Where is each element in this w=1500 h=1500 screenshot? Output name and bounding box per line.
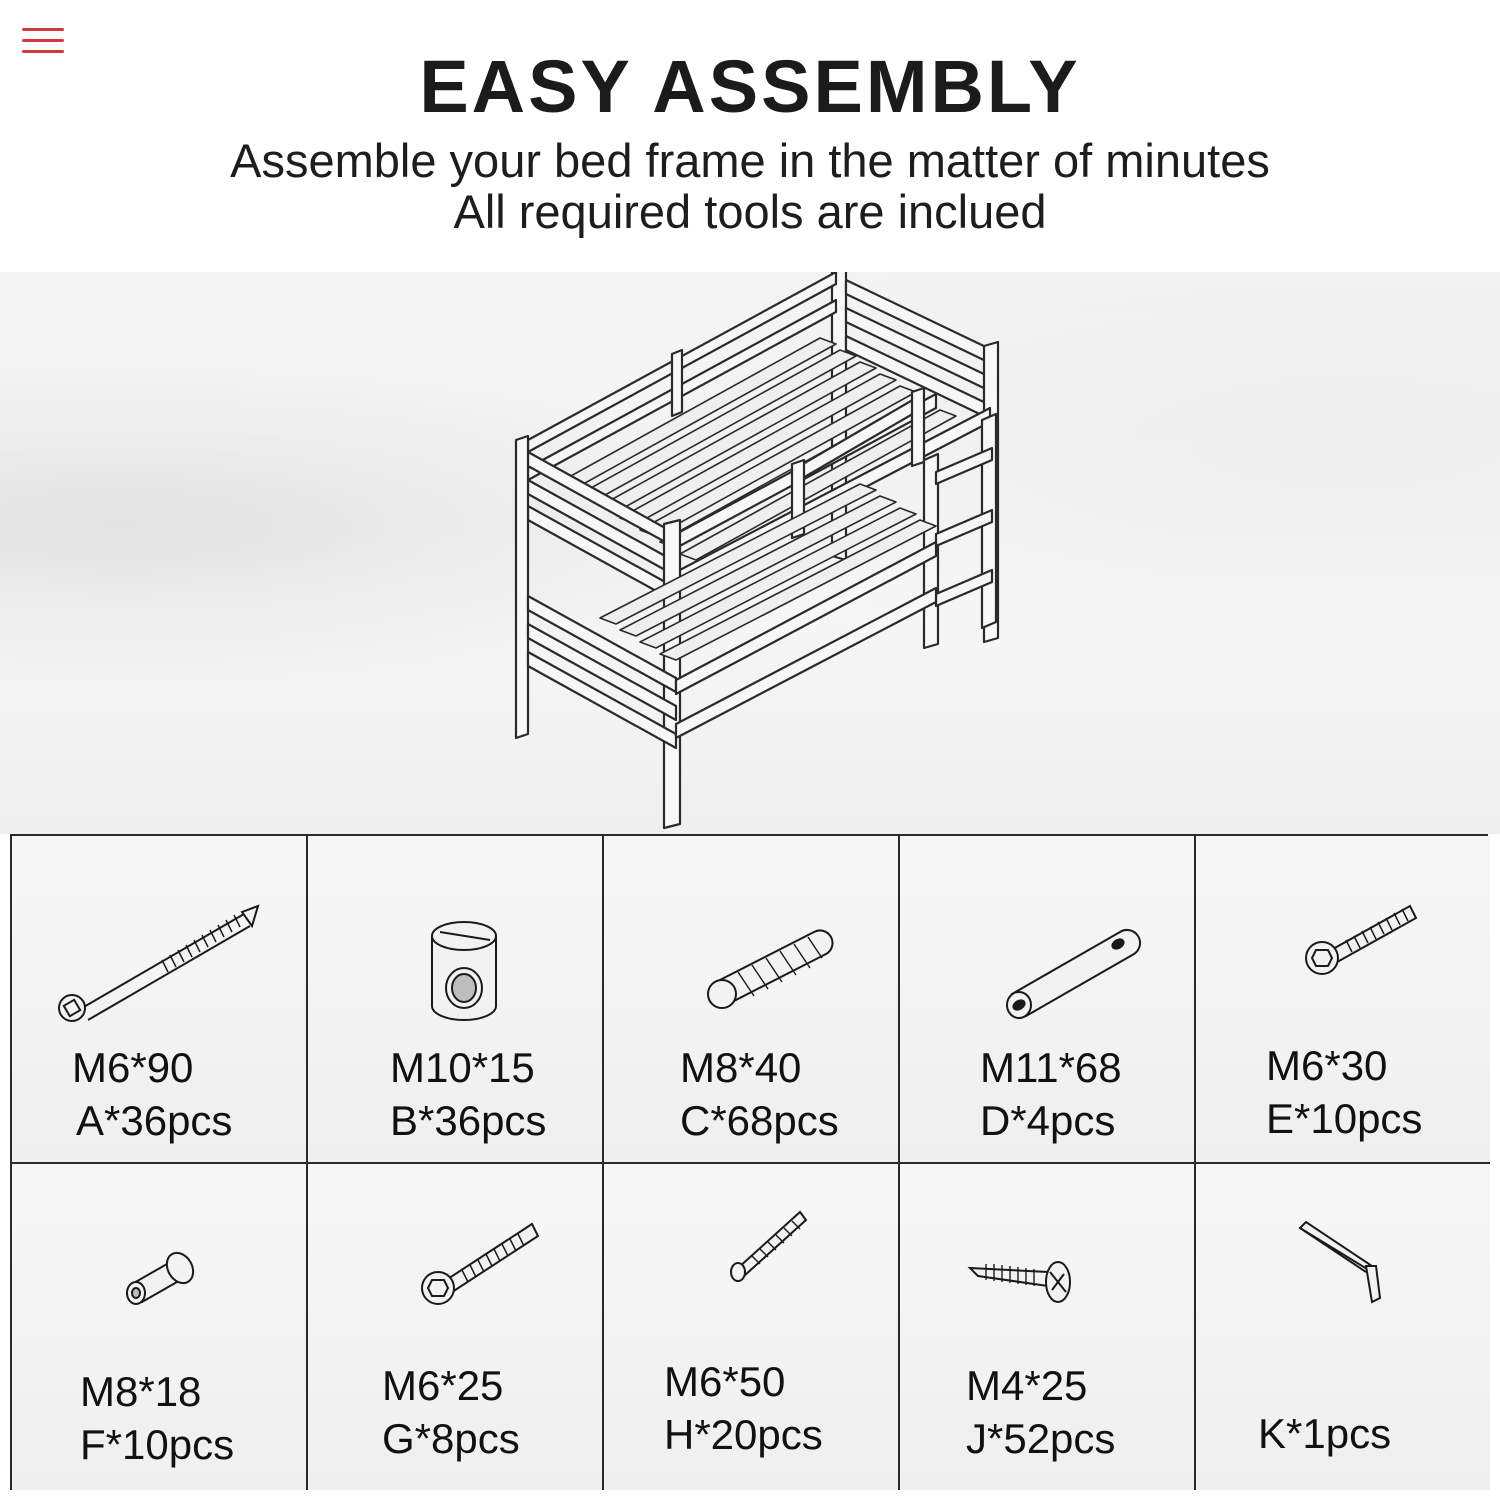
part-quantity: H*20pcs — [664, 1410, 823, 1458]
part-quantity: E*10pcs — [1266, 1094, 1423, 1142]
parts-grid — [10, 834, 1488, 1490]
part-cell-e — [1196, 836, 1490, 1164]
part-cell-f — [12, 1164, 308, 1490]
header — [0, 0, 1500, 272]
part-quantity: G*8pcs — [382, 1414, 520, 1462]
part-cell-h — [604, 1164, 900, 1490]
part-cell-c — [604, 836, 900, 1164]
part-size: M6*50 — [664, 1358, 786, 1405]
hero-image — [0, 272, 1500, 834]
part-quantity: A*36pcs — [76, 1096, 233, 1144]
part-size: M8*40 — [680, 1044, 802, 1091]
subtitle-line-1: Assemble your bed frame in the matter of minutes — [230, 134, 1270, 187]
subtitle-line-2: All required tools are inclued — [453, 185, 1047, 238]
part-cell-j — [900, 1164, 1196, 1490]
part-cell-d — [900, 836, 1196, 1164]
part-quantity: B*36pcs — [390, 1096, 547, 1144]
part-size: M11*68 — [980, 1044, 1122, 1091]
part-quantity: J*52pcs — [966, 1414, 1116, 1462]
part-cell-k — [1196, 1164, 1490, 1490]
part-quantity: F*10pcs — [80, 1420, 235, 1468]
part-quantity: D*4pcs — [980, 1096, 1116, 1144]
bunk-bed-drawing — [0, 272, 1500, 834]
part-cell-a — [12, 836, 308, 1164]
part-quantity: K*1pcs — [1258, 1410, 1392, 1457]
page-title: EASY ASSEMBLY — [419, 45, 1081, 128]
part-size: M6*30 — [1266, 1042, 1388, 1089]
part-size: M6*90 — [72, 1044, 194, 1091]
part-size: M6*25 — [382, 1362, 504, 1409]
part-quantity: C*68pcs — [680, 1096, 839, 1144]
part-size: M10*15 — [390, 1044, 535, 1091]
part-size: M8*18 — [80, 1368, 202, 1415]
part-cell-b — [308, 836, 604, 1164]
part-cell-g — [308, 1164, 604, 1490]
part-size: M4*25 — [966, 1362, 1088, 1409]
